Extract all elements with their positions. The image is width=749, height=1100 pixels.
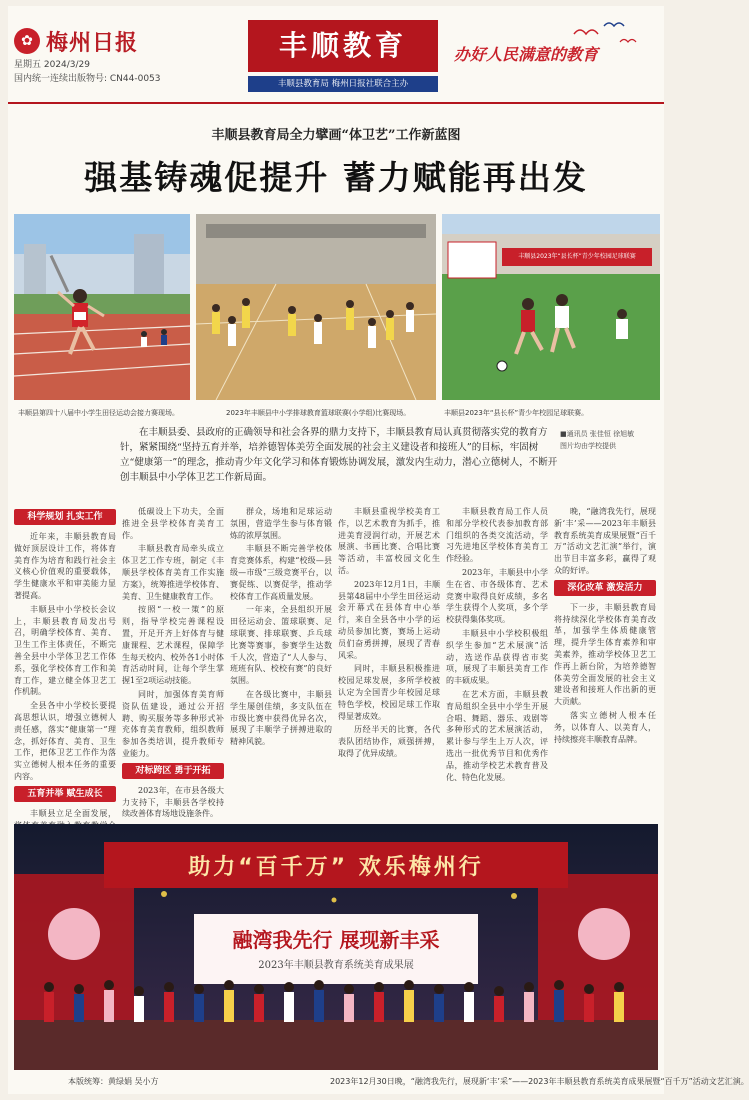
- column-paragraph: 下一步，丰顺县教育局将持续深化学校体育美育改革，加强学生体质健康管理，提升学生体育素养和审美素养，推动学校体卫艺工作再上新台阶，为培养德智体美劳全面发展的社会主义建设者和接班人作出新的更大贡献。: [554, 602, 656, 707]
- body-column-1: [14, 506, 116, 820]
- paper-emblem-icon: ✿: [14, 28, 40, 54]
- body-column-2: [122, 506, 224, 820]
- subhead-1: 科学规划 扎实工作: [14, 509, 116, 525]
- newspaper-page: [8, 6, 749, 1094]
- column-paragraph: 丰顺县不断完善学校体育竞赛体系，构建“校级—县级—市级”三级竞赛平台，以赛促练、以赛促学，推动学校体育工作高质量发展。: [230, 544, 332, 601]
- masthead: [8, 6, 664, 104]
- issue-info: [14, 58, 161, 86]
- column-paragraph: 按照“一校一策”的原则，指导学校完善课程设置，开足开齐上好体育与健康课程、艺术课程，保障学生每天校内、校外各1小时体育活动时间，让每个学生掌握1至2项运动技能。: [122, 605, 224, 686]
- stage-backdrop-title: 融湾我先行 展现新丰采: [232, 928, 440, 952]
- subhead-4: 深化改革 激发活力: [554, 580, 656, 596]
- column-paragraph: 丰顺县中小学校积极组织学生参加“艺术展演”活动，选送作品获得省市奖项，展现了丰顺县美育工作的丰硕成果。: [446, 628, 548, 686]
- column-paragraph: 历经半天的比赛，各代表队团结协作，顽强拼搏，取得了优异成绩。: [338, 725, 440, 758]
- slogan: 办好人民满意的教育: [454, 45, 599, 64]
- section-title: 丰顺教育: [278, 29, 407, 62]
- photo-caption-2: 2023年丰顺县中小学排球教育篮球联赛(小学组)比赛现场。: [226, 409, 411, 417]
- page-byline: 本版统筹：黄绿娟 吴小方: [68, 1077, 159, 1086]
- photo-basketball-gym: [196, 214, 436, 400]
- column-paragraph: 丰顺县中小学校长会议上，丰顺县教育局发出号召，明确学校体育、美育、卫生工作主体责任，不断完善全县中小学体卫艺工作体系，强化学校体育工作和美育工作，建立健全体卫艺工作机制。: [14, 604, 116, 697]
- stage-banner-text: 助力“百千万” 欢乐梅州行: [188, 855, 484, 880]
- column-paragraph: 在艺术方面，丰顺县教育局组织全县中小学生开展合唱、舞蹈、器乐、戏剧等多种形式的艺术展演活动，累计参与学生上万人次，评选出一批优秀节目和优秀作品，推动学校艺术教育普及化、特色化发展。: [446, 689, 548, 782]
- section-subtitle: 丰顺县教育局 梅州日报社联合主办: [248, 76, 438, 92]
- column-paragraph: 2023年，丰顺县中小学生在省、市各级体育、艺术竞赛中取得良好成绩，多名学生获得个人奖项，多个学校获得集体奖项。: [446, 567, 548, 625]
- column-paragraph: 落实立德树人根本任务，以体育人、以美育人，持续擦亮丰顺教育品牌。: [554, 710, 656, 744]
- column-paragraph: 2023年12月1日，丰顺县第48届中小学生田径运动会开幕式在县体育中心举行，来自全县各中小学的运动员参加比赛，赛场上运动员们奋勇拼搏，展现了青春风采。: [338, 579, 440, 660]
- photo-relay-race: [14, 214, 190, 400]
- column-paragraph: 晚，“融湾我先行，展现新‘丰’采——2023年丰顺县教育系统美育成果展暨“百千万”活动文艺汇演”举行，演出节目丰富多彩，赢得了观众的好评。: [554, 507, 656, 575]
- photo-stage-performance: [14, 824, 658, 1070]
- body-column-5: [446, 506, 548, 820]
- article-kicker: 丰顺县教育局全力擘画“体卫艺”工作新蓝图: [211, 128, 461, 143]
- column-paragraph: 在各级比赛中，丰顺县学生屡创佳绩，多支队伍在市级比赛中获得优异名次，展现了丰顺学子拼搏进取的精神风貌。: [230, 689, 332, 747]
- article-intro: 在丰顺县委、县政府的正确领导和社会各界的鼎力支持下，丰顺县教育局认真贯彻落实党的教育方针，紧紧围绕“坚持五育并举，培养德智体美劳全面发展的社会主义建设者和接班人”的目标，牢固树立“健康第一”的理念，推动青少年文化学习和体育锻炼协调发展，激发内生动力，潜心立德树人，不断开创丰顺县中小学体卫艺工作新局面。: [120, 427, 558, 483]
- masthead-rule: [8, 102, 664, 104]
- column-paragraph: 一年来，全县组织开展田径运动会、篮球联赛、足球联赛、排球联赛、乒乓球比赛等赛事，参赛学生达数千人次，营造了“人人参与、班班有队、校校有赛”的良好氛围。: [230, 605, 332, 686]
- stage-backdrop-subtitle: 2023年丰顺县教育系统美育成果展: [258, 960, 414, 971]
- column-paragraph: 群众，场地和足球运动氛围，营造学生参与体育锻炼的浓厚氛围。: [230, 507, 332, 540]
- article-credit: ■通讯员 张佳恒 徐旭敏 图片均由学校提供: [560, 430, 635, 450]
- body-column-6: [554, 506, 656, 820]
- column-paragraph: 近年来，丰顺县教育局做好顶层设计工作，将体育美育作为培育和践行社会主义核心价值观的重要载体，学生健康水平和审美能力显著提高。: [14, 532, 116, 600]
- photo-caption-1: 丰顺县第四十八届中小学生田径运动会接力赛现场。: [18, 409, 179, 417]
- column-paragraph: 2023年，在市县各级大力支持下，丰顺县各学校持续改善体育场地设施条件。: [122, 785, 224, 819]
- football-banner-text: 丰顺县2023年“县长杯”青少年校园足球联赛: [518, 253, 636, 260]
- body-column-4: [338, 506, 440, 820]
- paper-name: 梅州日报: [46, 30, 139, 56]
- column-paragraph: 丰顺县教育局工作人员和部分学校代表参加教育部门组织的各类交流活动，学习先进地区学校体育美育工作经验。: [446, 507, 548, 564]
- body-column-3: [230, 506, 332, 820]
- bottom-photo-caption: 2023年12月30日晚，“融湾我先行，展现新‘丰’采”——2023年丰顺县教育系统美育成果展暨“百千万”活动文艺汇演。: [330, 1077, 749, 1086]
- column-paragraph: 丰顺县立足全面发展，: [30, 808, 116, 818]
- subhead-3: 对标跨区 勇于开拓: [122, 763, 224, 779]
- column-paragraph: 低碳设上下功夫，全面推进全县学校体育美育工作。: [122, 507, 224, 540]
- column-paragraph: 全县各中小学校长要提高思想认识，增强立德树人责任感，落实“健康第一”理念，抓好体育、美育、卫生工作，把体卫艺工作作为落实立德树人根本任务的重要内容。: [14, 701, 116, 781]
- section-banner: [248, 20, 438, 72]
- issue-serial: 国内统一连续出版物号: CN44-0053: [14, 74, 161, 84]
- column-paragraph: 丰顺县重视学校美育工作，以艺术教育为抓手，推进美育浸润行动，开展艺术展演、书画比赛、合唱比赛等活动，丰富校园文化生活。: [338, 507, 440, 575]
- column-paragraph: 同时，加强体育美育师资队伍建设，通过公开招聘、购买服务等多种形式补充体育美育教师，组织教师参加各类培训，提升教师专业能力。: [122, 689, 224, 758]
- column-paragraph: 同时，丰顺县积极推进校园足球发展，多所学校被认定为全国青少年校园足球特色学校，校园足球工作取得显著成效。: [338, 664, 440, 721]
- article-headline: 强基铸魂促提升 蓄力赋能再出发: [84, 158, 588, 197]
- photo-football-match: [442, 214, 660, 400]
- column-paragraph: 丰顺县教育局牵头成立体卫艺工作专班，制定《丰顺县学校体育美育工作实施方案》，统筹推进学校体育、美育、卫生健康教育工作。: [122, 544, 224, 601]
- birds-decoration-icon: [568, 16, 648, 56]
- issue-date: 星期五 2024/3/29: [14, 60, 91, 70]
- photo-caption-3: 丰顺县2023年“县长杯”青少年校园足球联赛。: [444, 409, 589, 417]
- subhead-2: 五育并举 赋生成长: [14, 786, 116, 802]
